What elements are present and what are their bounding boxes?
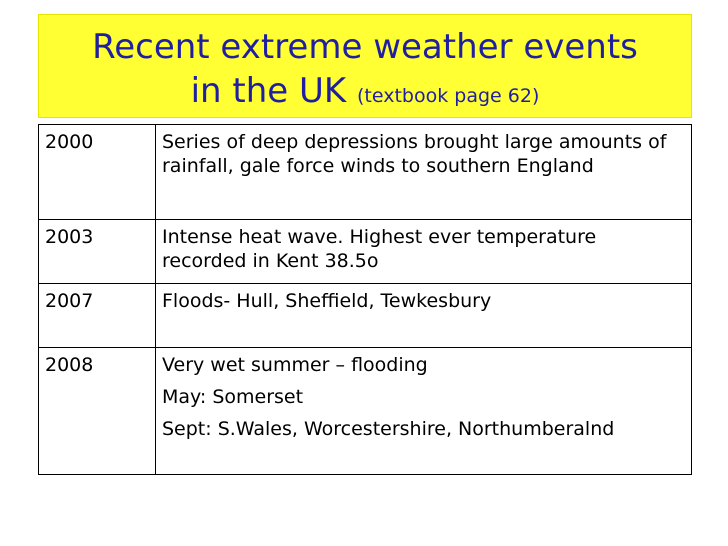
year-cell: 2007 — [39, 284, 156, 348]
description-line: May: Somerset — [162, 386, 304, 408]
events-table — [38, 124, 692, 475]
description-cell: Floods- Hull, Sheffield, Tewkesbury — [156, 284, 692, 348]
page-title-reference: (textbook page 62) — [357, 85, 540, 107]
table-row — [39, 284, 692, 348]
page-title-main: in the UK — [190, 71, 347, 111]
description-line: Sept: S.Wales, Worcestershire, Northumberalnd — [162, 418, 615, 440]
year-cell: 2008 — [39, 348, 156, 475]
year-cell: 2000 — [39, 125, 156, 220]
title-banner — [38, 14, 692, 118]
table-row — [39, 220, 692, 284]
table-row — [39, 125, 692, 220]
page-title-line1: Recent extreme weather events — [92, 27, 638, 67]
description-cell: Intense heat wave. Highest ever temperature recorded in Kent 38.5o — [156, 220, 692, 284]
description-line: Very wet summer – flooding — [162, 354, 428, 376]
year-cell: 2003 — [39, 220, 156, 284]
description-cell — [156, 348, 692, 475]
table-row — [39, 348, 692, 475]
description-cell: Series of deep depressions brought large amounts of rainfall, gale force winds to southern England — [156, 125, 692, 220]
page-title-line2 — [39, 71, 691, 116]
